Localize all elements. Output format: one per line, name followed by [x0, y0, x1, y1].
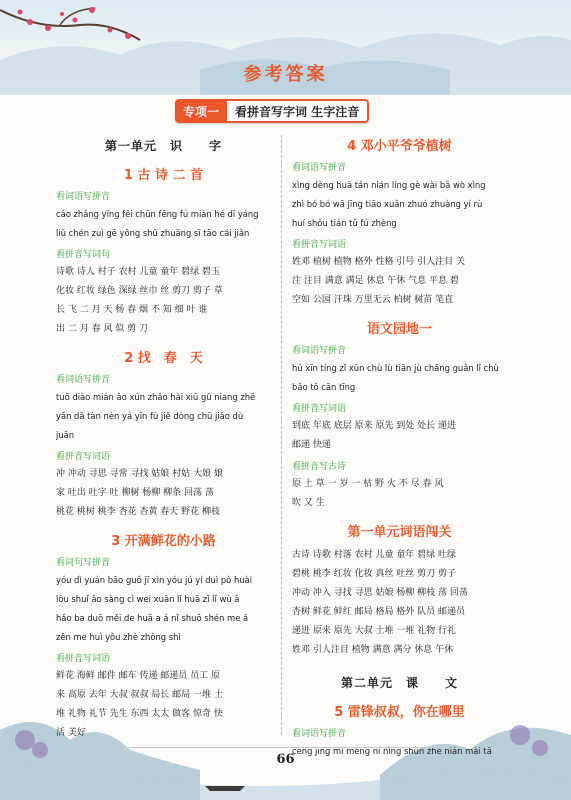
answer-line: 原 上 草 一 岁 一 枯 野 火 不 尽 春 风	[292, 479, 444, 489]
answer-line: 化妆 红妆 绿色 深绿 丝巾 丝 剪刀 剪子 草	[56, 286, 223, 296]
lesson-title: 第一单元词语闯关	[347, 525, 452, 540]
answer-line: 冲 冲动 寻思 寻常 寻找 姑娘 村姑 大娘 娘	[56, 469, 223, 479]
answer-line: 堆 礼物 礼节 先生 东西 太太 做客 惊奇 快	[56, 709, 223, 719]
answer-line: 到底 年底 底层 原来 原先 到处 处长 递进	[292, 421, 457, 431]
answer-line: 注 注目 满意 满足 休息 午休 气息 平息 碧	[292, 276, 459, 286]
answer-line: 来 高原 去年 大叔 叔叔 局长 邮局 一堆 土	[56, 690, 223, 700]
answer-line: 递进 原来 原先 大叔 土堆 一堆 礼物 行礼	[292, 626, 457, 636]
lesson-title: 3 开满鲜花的小路	[111, 534, 216, 549]
answer-line: yǎn dā tàn nèn yá yīn fú jiě dòng chū jiāo dù	[56, 411, 244, 421]
lesson-title: 5 雷锋叔叔，你在哪里	[334, 705, 465, 720]
answer-line: 诗歌 诗人 村子 农村 儿童 童年 碧绿 碧玉	[56, 267, 221, 277]
answer-line: 吹 又 生	[292, 498, 325, 508]
lesson-block	[56, 347, 271, 522]
column-divider	[281, 135, 282, 735]
answer-line: 出 二 月 春 风 似 剪 刀	[56, 324, 149, 334]
section-label: 看拼音写词语	[56, 654, 111, 664]
answer-line: hǎo ba duō měi de huā a á nǐ shuō shén me ǎ	[56, 613, 249, 623]
answer-line: 冲动 冲入 寻找 寻思 姑娘 杨柳 柳枝 荡 回荡	[292, 588, 468, 598]
banner-tag: 专项一	[175, 99, 227, 123]
unit-title: 第二单元 课 文	[340, 676, 458, 690]
section-label: 看词语写拼音	[56, 192, 111, 202]
answer-line: 邮递 快递	[292, 440, 331, 450]
answer-line: zhì bó bó wā jīng tiāo xuǎn zhuó zhuàng yí rù	[292, 199, 483, 209]
answer-line: zěn me huì yǒu zhè zhǒng shì	[56, 632, 181, 642]
section-label: 看拼音写词句	[56, 250, 111, 260]
answer-line: lòu shuǐ ǎo sàng cì wei xuān lǐ huā zǐ lǐ wù ā	[56, 594, 240, 604]
right-column	[292, 133, 507, 761]
answer-line: 桃花 桃树 桃李 杏花 杏黄 春天 野花 柳枝	[56, 507, 221, 517]
lesson-block	[56, 164, 271, 339]
lesson-block	[292, 318, 507, 513]
unit-title: 第一单元 识 字	[104, 139, 222, 153]
lesson-title: 语文园地一	[366, 322, 432, 337]
answer-line: 鲜花 海鲜 邮件 邮车 传递 邮递员 员工 原	[56, 671, 221, 681]
answer-line: 活 美好	[56, 728, 86, 738]
lesson-title: 2 找 春 天	[124, 351, 203, 366]
answer-line: yóu dì yuán bāo guǒ jī xìn yóu jú yí duì pò huài	[56, 575, 253, 585]
answer-line: 姓邓 植树 植物 格外 性格 引号 引人注目 关	[292, 257, 466, 267]
section-label: 看拼音写词语	[292, 240, 347, 250]
page-number: 66	[276, 752, 295, 767]
section-label: 看拼音写词语	[56, 452, 111, 462]
answer-line: 家 吐出 吐字 吐 柳树 杨柳 柳条 回荡 荡	[56, 488, 214, 498]
section-label: 看词句写拼音	[56, 558, 111, 568]
section-label: 看词语写拼音	[292, 729, 347, 739]
lesson-title: 4 邓小平爷爷植树	[347, 139, 452, 154]
answer-line: 姓邓 引人注目 植物 满意 满分 休息 午休	[292, 645, 454, 655]
answer-line: cǎo zhǎng yīng fēi chūn fēng fú miàn hé dī yáng	[56, 209, 259, 219]
answer-line: juān	[56, 430, 75, 440]
answer-line: tuō diào mián ǎo xún zhǎo hài xiū gū niang zhē	[56, 392, 256, 402]
lesson-block	[292, 521, 507, 660]
answer-line: 古诗 诗歌 村落 农村 儿童 童年 碧绿 吐绿	[292, 550, 457, 560]
answer-line: 空如 公园 汗珠 万里无云 柏树 树苗 笔直	[292, 295, 454, 305]
section-label: 看拼音写古诗	[292, 462, 347, 472]
answer-line: 杏树 鲜花 鲜红 邮局 格局 格外 队员 邮递员	[292, 607, 466, 617]
answer-line: 碧桃 桃李 红妆 化妆 真丝 吐丝 剪刀 剪子	[292, 569, 457, 579]
answer-line: huí shǒu tián tǔ fú zhèng	[292, 218, 397, 228]
answer-line: céng jīng mí méng ní nìng shùn zhe nián mài tā	[292, 746, 492, 756]
left-column	[56, 133, 271, 743]
answer-line: xìng dèng huā tán nián líng gè wài bǎ wò xìng	[292, 180, 486, 190]
lesson-block	[56, 530, 271, 743]
answer-line: 长 飞 二 月 天 杨 春 烟 不 知 细 叶 谁	[56, 305, 208, 315]
footer-rule	[120, 747, 450, 748]
lesson-title: 1 古 诗 二 首	[123, 168, 204, 183]
section-label: 看词语写拼音	[56, 375, 111, 385]
page-title: 参考答案	[243, 64, 328, 85]
answer-line: hú xīn tíng zǐ xūn chù lù tiān jù chǎng guǎn lǐ chù	[292, 363, 499, 373]
section-label: 看词语写拼音	[292, 163, 347, 173]
section-label: 看词语写拼音	[292, 346, 347, 356]
section-banner	[175, 99, 369, 123]
section-label: 看拼音写词语	[292, 404, 347, 414]
answer-line: liǔ chén zuì gē yǒng shū zhuāng sī tāo cái jiǎn	[56, 228, 250, 238]
answer-line: bǎo tǒ cān tīng	[292, 382, 356, 392]
lesson-block	[292, 135, 507, 310]
banner-text: 看拼音写字词 生字注音	[227, 99, 369, 123]
